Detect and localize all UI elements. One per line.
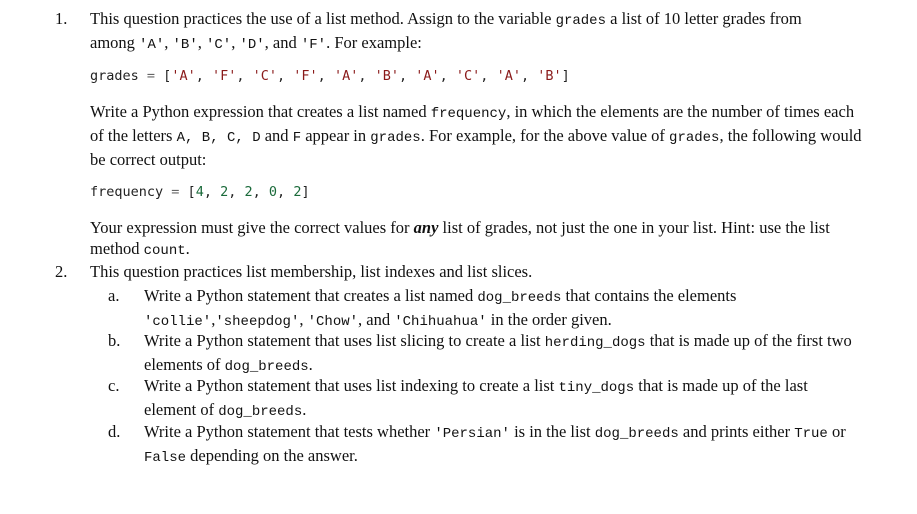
- q1-frequency-var: frequency: [430, 106, 507, 122]
- q1-para2-text-2: , in which the elements are the number of times each of the letters: [90, 102, 855, 145]
- q1-letter-f: 'F': [300, 37, 327, 53]
- code-example-frequency: frequency = [4, 2, 2, 0, 2]: [90, 184, 310, 200]
- q1-para2-text-4: . For example, for the above value of: [420, 126, 670, 145]
- q2d-text-4: depending on the answer.: [186, 446, 358, 465]
- q2a-element-collie: 'collie': [144, 314, 212, 330]
- question-1-frequency-paragraph: [90, 101, 865, 170]
- code-grade-item: 'A': [171, 68, 196, 84]
- question-2b-text: [144, 330, 869, 378]
- q1-para2-text-3: appear in: [301, 126, 371, 145]
- question-1-number: 1.: [55, 9, 68, 28]
- q1-any-emphasis: any: [413, 218, 439, 237]
- q2a-text: Write a Python statement that creates a list named: [144, 286, 478, 305]
- q1-para2-text-5: , the following would be correct output:: [90, 126, 862, 169]
- q1-grades-var: grades: [555, 13, 606, 29]
- code-grade-item: 'B': [537, 68, 562, 84]
- q1-para2-grades-var-2: grades: [669, 130, 720, 146]
- q1-para3-text: Your expression must give the correct values for: [90, 218, 414, 237]
- code-example-grades: grades = ['A', 'F', 'C', 'F', 'A', 'B', 'A', 'C', 'A', 'B']: [90, 68, 570, 84]
- q2a-text-3: in the order given.: [486, 310, 612, 329]
- code-frequency-value: 4: [195, 184, 204, 200]
- q1-letter-d: 'D': [239, 37, 265, 53]
- code-frequency-value: 2: [220, 184, 229, 200]
- question-1-intro: This question practices the use of a list method. Assign to the variable grades a list of 10 letter grades from among 'A', 'B', 'C', 'D', and 'F'. For example:: [90, 9, 802, 53]
- q1-letter-b: 'B': [172, 37, 198, 53]
- code-frequency-value: 0: [268, 184, 278, 200]
- code-grade-item: 'B': [374, 68, 399, 84]
- q2d-text-2: is in the list: [509, 422, 595, 441]
- q2d-or-word: or: [827, 422, 846, 441]
- code-grades-var: grades: [90, 68, 139, 84]
- code-grade-item: 'C': [455, 68, 481, 84]
- question-2b-label: b.: [108, 331, 121, 350]
- code-assign-op-2: =: [163, 184, 188, 200]
- code-grade-item: 'A': [496, 68, 521, 84]
- q1-letter-c: 'C': [205, 37, 232, 53]
- q1-intro-text-2: a list of 10 letter grades from among: [90, 9, 802, 52]
- q1-para2-and: and: [260, 126, 293, 145]
- q2a-text-2: that contains the elements: [561, 286, 737, 305]
- q1-para2-grades-var: grades: [370, 130, 421, 146]
- q2c-tiny-dogs-var: tiny_dogs: [558, 380, 635, 396]
- question-1-hint-paragraph: [90, 217, 865, 262]
- q2d-dog-breeds-var: dog_breeds: [594, 426, 679, 442]
- q1-para3-text-2: list of grades, not just the one in your list. Hint: use the list method: [90, 218, 830, 258]
- code-grade-item: 'C': [252, 68, 278, 84]
- code-frequency-value: 2: [293, 184, 302, 200]
- question-2c-label: c.: [108, 376, 120, 395]
- q2b-text: Write a Python statement that uses list slicing to create a list: [144, 331, 545, 350]
- q2c-text-2: that is made up of the last element of: [144, 376, 808, 419]
- question-2d-text: [144, 421, 859, 469]
- code-frequency-var: frequency: [90, 184, 164, 200]
- q1-intro-text: This question practices the use of a list method. Assign to the variable: [90, 9, 556, 28]
- q2a-and-word: , and: [358, 310, 395, 329]
- q1-para3-end: .: [185, 239, 190, 258]
- q2d-text-3: and prints either: [678, 422, 795, 441]
- q2d-true-keyword: True: [794, 426, 828, 442]
- code-grade-item: 'F': [293, 68, 318, 84]
- q2a-dog-breeds-var: dog_breeds: [477, 290, 562, 306]
- code-frequency-value: 2: [244, 184, 253, 200]
- question-2c-text: [144, 375, 864, 423]
- q1-para2-letters: A, B, C, D: [176, 130, 261, 146]
- q2d-persian-string: 'Persian': [434, 426, 510, 442]
- code-assign-op: =: [138, 68, 164, 84]
- question-2d-label: d.: [108, 422, 121, 441]
- code-grade-item: 'F': [211, 68, 237, 84]
- q1-para2-text: Write a Python expression that creates a list named: [90, 102, 431, 121]
- question-2-number: 2.: [55, 262, 68, 281]
- q2a-element-chihuahua: 'Chihuahua': [394, 314, 487, 330]
- q2c-text: Write a Python statement that uses list indexing to create a list: [144, 376, 559, 395]
- question-2a-label: a.: [108, 286, 120, 305]
- q1-intro-end: . For example:: [326, 33, 422, 52]
- q2b-dog-breeds-var: dog_breeds: [224, 359, 309, 375]
- q2a-element-sheepdog: 'sheepdog': [215, 314, 300, 330]
- q1-and-word: , and: [264, 33, 301, 52]
- q2c-dog-breeds-var: dog_breeds: [218, 404, 303, 420]
- q2c-text-3: .: [302, 400, 307, 419]
- q2b-text-2: that is made up of the first two elements of: [144, 331, 852, 374]
- q2d-text: Write a Python statement that tests whether: [144, 422, 435, 441]
- question-2-intro: This question practices list membership, list indexes and list slices.: [90, 262, 533, 281]
- code-grade-item: 'A': [333, 68, 359, 84]
- q1-para2-letter-f: F: [292, 130, 302, 146]
- q1-letter-a: 'A': [139, 37, 165, 53]
- q2b-herding-dogs-var: herding_dogs: [544, 335, 646, 351]
- q2d-false-keyword: False: [144, 450, 187, 466]
- q1-count-method: count: [143, 243, 186, 259]
- question-2a-text: Write a Python statement that creates a list named dog_breeds that contains the elements 'collie','sheepdog', 'Chow', and 'Chihuahua' in the order given.: [144, 286, 737, 330]
- q2b-text-3: .: [308, 355, 313, 374]
- code-grade-item: 'A': [415, 68, 440, 84]
- q2a-element-chow: 'Chow': [307, 314, 359, 330]
